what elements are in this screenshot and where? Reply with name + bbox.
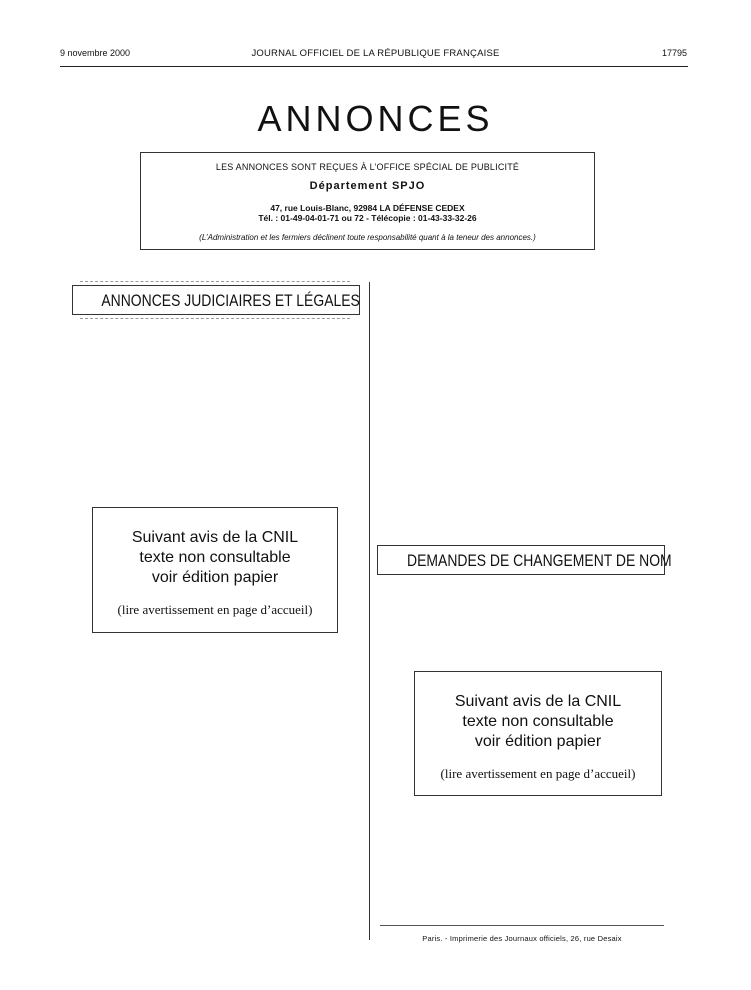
cnil-notice-line-1: Suivant avis de la CNIL bbox=[131, 529, 299, 546]
info-address: 47, rue Louis-Blanc, 92984 LA DÉFENSE CEDEX bbox=[270, 203, 465, 213]
page-number: 17795 bbox=[661, 48, 687, 58]
info-intro: LES ANNONCES SONT REÇUES À L’OFFICE SPÉCIAL DE PUBLICITÉ bbox=[215, 162, 520, 172]
journal-title: JOURNAL OFFICIEL DE LA RÉPUBLIQUE FRANÇAISE bbox=[251, 48, 500, 59]
publicity-info-box bbox=[140, 152, 595, 250]
section-heading-label: ANNONCES JUDICIAIRES ET LÉGALES bbox=[101, 291, 360, 310]
cnil-notice-note: (lire avertissement en page d’accueil) bbox=[440, 766, 636, 781]
cnil-notice-line-3: voir édition papier bbox=[474, 733, 602, 750]
section-heading-label: DEMANDES DE CHANGEMENT DE NOM bbox=[407, 551, 672, 570]
info-disclaimer: (L’Administration et les fermiers déclinent toute responsabilité quant à la teneur des annonces.) bbox=[199, 233, 536, 242]
heading-top-dash bbox=[80, 281, 350, 282]
heading-bottom-dash bbox=[80, 318, 350, 319]
info-phones: Tél. : 01-49-04-01-71 ou 72 - Télécopie : 01-43-33-32-26 bbox=[258, 213, 477, 223]
cnil-notice-line-1: Suivant avis de la CNIL bbox=[454, 693, 622, 710]
info-department: Département SPJO bbox=[309, 180, 426, 192]
cnil-notice-line-2: texte non consultable bbox=[462, 713, 614, 730]
header-rule bbox=[60, 66, 688, 67]
cnil-notice-box bbox=[92, 507, 338, 633]
section-heading-changement-de-nom bbox=[377, 545, 672, 575]
footer-imprint: Paris. - Imprimerie des Journaux officiels, 26, rue Desaix bbox=[422, 934, 622, 943]
cnil-notice-line-3: voir édition papier bbox=[151, 569, 279, 586]
page-title: ANNONCES bbox=[257, 98, 494, 139]
column-divider bbox=[369, 282, 370, 940]
section-heading-annonces-judiciaires bbox=[72, 285, 360, 315]
footer-rule bbox=[380, 925, 664, 926]
header-date: 9 novembre 2000 bbox=[60, 48, 131, 58]
cnil-notice-box bbox=[414, 671, 662, 796]
cnil-notice-line-2: texte non consultable bbox=[139, 549, 291, 566]
cnil-notice-note: (lire avertissement en page d’accueil) bbox=[117, 602, 313, 617]
